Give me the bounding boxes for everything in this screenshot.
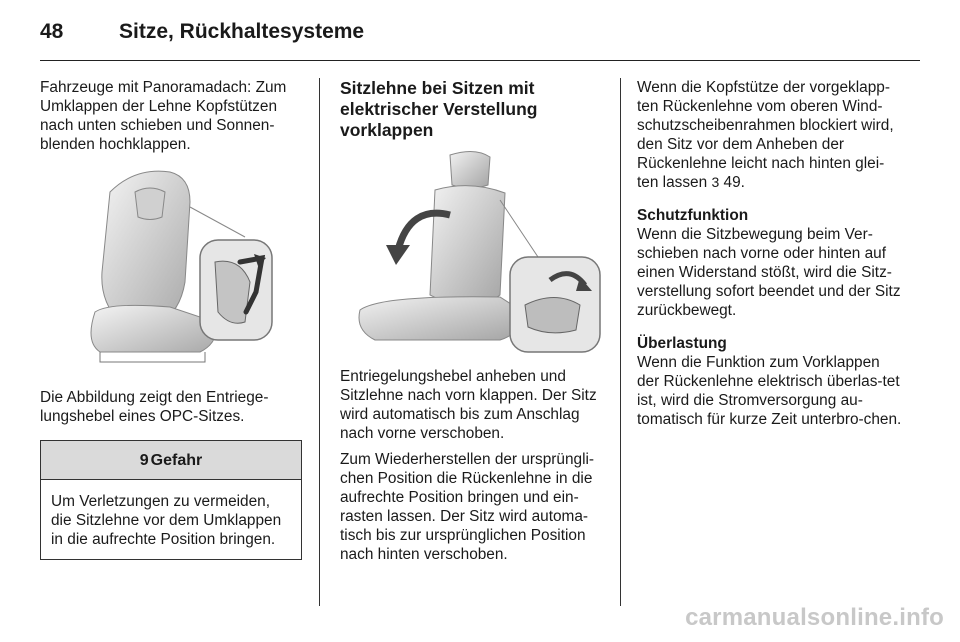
opc-seat-illustration xyxy=(40,162,302,374)
paragraph-1: Entriegelungshebel anheben und Sitzlehne nach vorn klappen. Der Sitz wird automatisch bis zum Anschlag nach vorne verschoben. xyxy=(340,368,597,442)
subheading-overload: Überlastung xyxy=(637,335,727,352)
danger-box xyxy=(40,440,302,560)
section-heading: Sitzlehne bei Sitzen mit elektrischer Verstellung vorklappen xyxy=(340,78,538,140)
column-1 xyxy=(40,78,302,560)
page-header xyxy=(40,20,920,60)
page-reference-icon: 3 xyxy=(711,174,720,190)
paragraph-2: Zum Wiederherstellen der ursprüngli-chen Position die Rückenlehne in die aufrechte Position bringen und ein-rasten lassen. Der Sitz wird automa-tisch bis zur ursprünglichen Position nach hinten verschoben. xyxy=(340,451,595,563)
page-number: 48 xyxy=(40,20,64,43)
page-title: Sitze, Rückhaltesysteme xyxy=(119,20,365,43)
column-divider-1 xyxy=(319,78,320,606)
warning-icon: 9 xyxy=(139,451,149,469)
electric-seat-illustration xyxy=(340,145,606,357)
intro-text: Fahrzeuge mit Panoramadach: Zum Umklappen der Lehne Kopfstützen nach unten schieben und Sonnen-blenden hochklappen. xyxy=(40,79,287,153)
subheading-protection: Schutzfunktion xyxy=(637,207,749,224)
figure-caption: Die Abbildung zeigt den Entriege-lungshebel eines OPC-Sitzes. xyxy=(40,389,269,425)
danger-text: Um Verletzungen zu vermeiden, die Sitzlehne vor dem Umklappen in die aufrechte Position bringen. xyxy=(51,493,282,548)
column-2 xyxy=(340,78,606,564)
watermark: carmanualsonline.info xyxy=(685,604,944,631)
header-rule xyxy=(40,60,920,61)
danger-label: Gefahr xyxy=(150,451,203,469)
danger-box-header xyxy=(41,441,301,480)
page-reference[interactable]: 49. xyxy=(723,174,745,191)
paragraph-overload: Wenn die Funktion zum Vorklappen der Rückenlehne elektrisch überlas-tet ist, wird die Stromversorgung au-tomatisch für kurze Zeit unterbro-chen. xyxy=(637,354,902,428)
column-divider-2 xyxy=(620,78,621,606)
paragraph-protection: Wenn die Sitzbewegung beim Ver-schieben nach vorne oder hinten auf einen Widerstand stößt, wird die Sitz-verstellung sofort beendet und der Sitz zurückbewegt. xyxy=(637,226,901,319)
paragraph-headrest: Wenn die Kopfstütze der vorgeklapp-ten Rückenlehne vom oberen Wind-schutzscheibenrahmen blockiert wird, den Sitz vor dem Anheben der Rückenlehne leicht nach hinten glei-ten lassen 3 49. xyxy=(637,79,894,191)
column-3 xyxy=(637,78,905,429)
